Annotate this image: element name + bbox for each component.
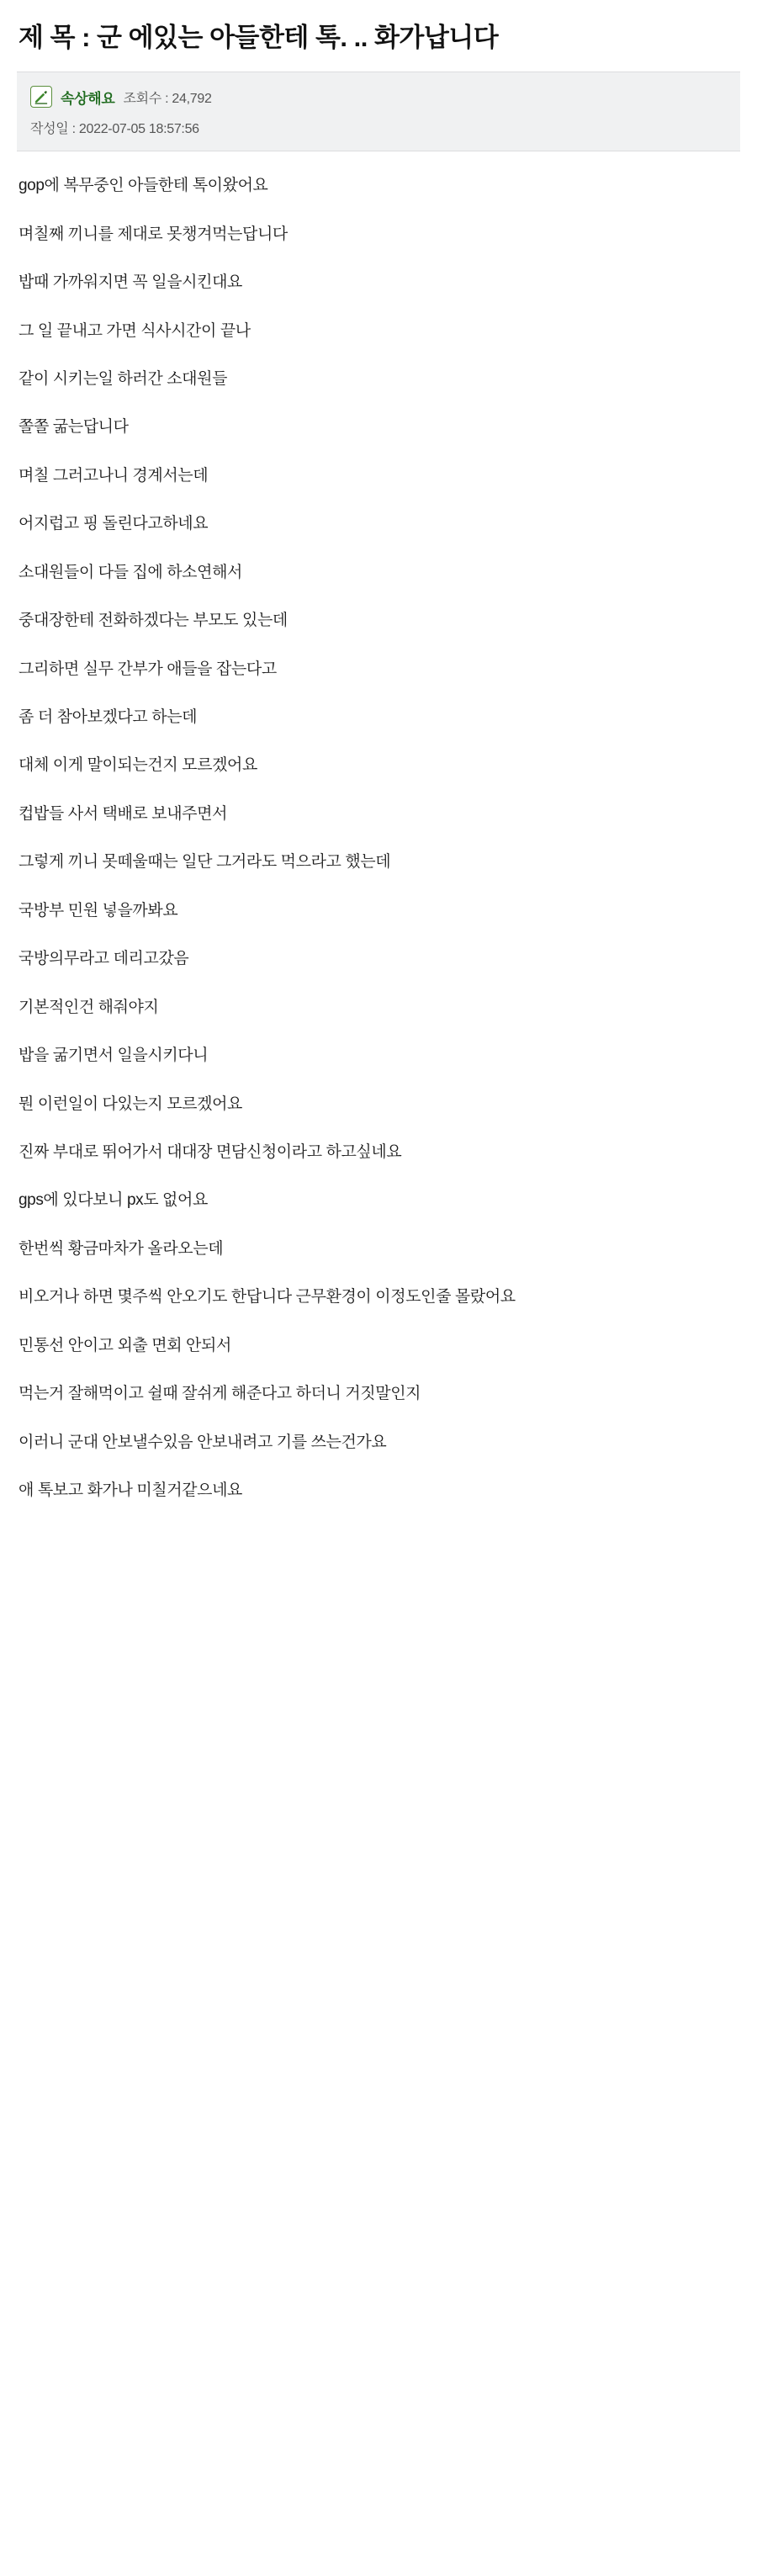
post-title-bar	[0, 0, 757, 72]
post-paragraph: 소대원들이 다들 집에 하소연해서	[19, 563, 242, 581]
post-paragraph: 먹는거 잘해먹이고 쉴때 잘쉬게 해준다고 하더니 거짓말인지	[19, 1385, 421, 1403]
post-meta-box	[17, 72, 740, 151]
post-paragraph: 대체 이게 말이되는건지 모르겠어요	[19, 756, 257, 775]
post-paragraph: 한번씩 황금마차가 올라오는데	[19, 1239, 224, 1258]
post-paragraph: 국방부 민원 넣을까봐요	[19, 901, 178, 920]
post-paragraph: 기본적인건 해줘야지	[19, 998, 159, 1016]
post-paragraph: 진짜 부대로 뛰어가서 대대장 면담신청이라고 하고싶네요	[19, 1142, 402, 1161]
post-paragraph: 그렇게 끼니 못떼울때는 일단 그거라도 먹으라고 했는데	[19, 853, 391, 872]
post-meta-primary-row	[30, 84, 727, 109]
post-paragraph: 이러니 군대 안보낼수있음 안보내려고 기를 쓰는건가요	[19, 1433, 387, 1451]
post-paragraph: 그리하면 실무 간부가 애들을 잡는다고	[19, 660, 277, 678]
post-paragraph: 그 일 끝내고 가면 식사시간이 끝나	[19, 321, 251, 340]
post-paragraph: 국방의무라고 데리고갔음	[19, 950, 189, 968]
post-body	[0, 151, 757, 1528]
pencil-write-icon	[30, 86, 52, 108]
post-paragraph: 밥을 굶기면서 일을시키다니	[19, 1047, 209, 1065]
page-title: 제 목 : 군 에있는 아들한테 톡. .. 화가납니다	[19, 23, 499, 52]
post-paragraph: gop에 복무중인 아들한테 톡이왔어요	[19, 177, 268, 195]
post-paragraph: gps에 있다보니 px도 없어요	[19, 1191, 208, 1210]
post-paragraph: 밥때 가까워지면 꼭 일을시킨대요	[19, 273, 242, 292]
post-paragraph: 애 톡보고 화가나 미칠거같으네요	[19, 1481, 242, 1499]
post-paragraph: 같이 시키는일 하러간 소대원들	[19, 369, 228, 388]
post-paragraph: 중대장한테 전화하겠다는 부모도 있는데	[19, 612, 288, 630]
post-paragraph: 뭔 이런일이 다있는지 모르겠어요	[19, 1095, 242, 1113]
author-nickname[interactable]: 속상해요	[61, 90, 115, 107]
view-count: 조회수 : 24,792	[123, 91, 212, 106]
post-paragraph: 쫄쫄 굶는답니다	[19, 418, 129, 437]
post-date: 작성일 : 2022-07-05 18:57:56	[30, 122, 199, 137]
post-paragraph: 며칠째 끼니를 제대로 못챙겨먹는답니다	[19, 225, 288, 243]
post-paragraph: 민통선 안이고 외출 면회 안되서	[19, 1336, 231, 1354]
post-paragraph: 어지럽고 핑 돌린다고하네요	[19, 515, 209, 533]
post-paragraph: 좀 더 참아보겠다고 하는데	[19, 708, 198, 726]
post-paragraph: 며칠 그러고나니 경계서는데	[19, 466, 209, 485]
post-paragraph: 컵밥들 사서 택배로 보내주면서	[19, 804, 228, 823]
post-paragraph: 비오거나 하면 몇주씩 안오기도 한답니다 근무환경이 이정도인줄 몰랐어요	[19, 1288, 516, 1307]
